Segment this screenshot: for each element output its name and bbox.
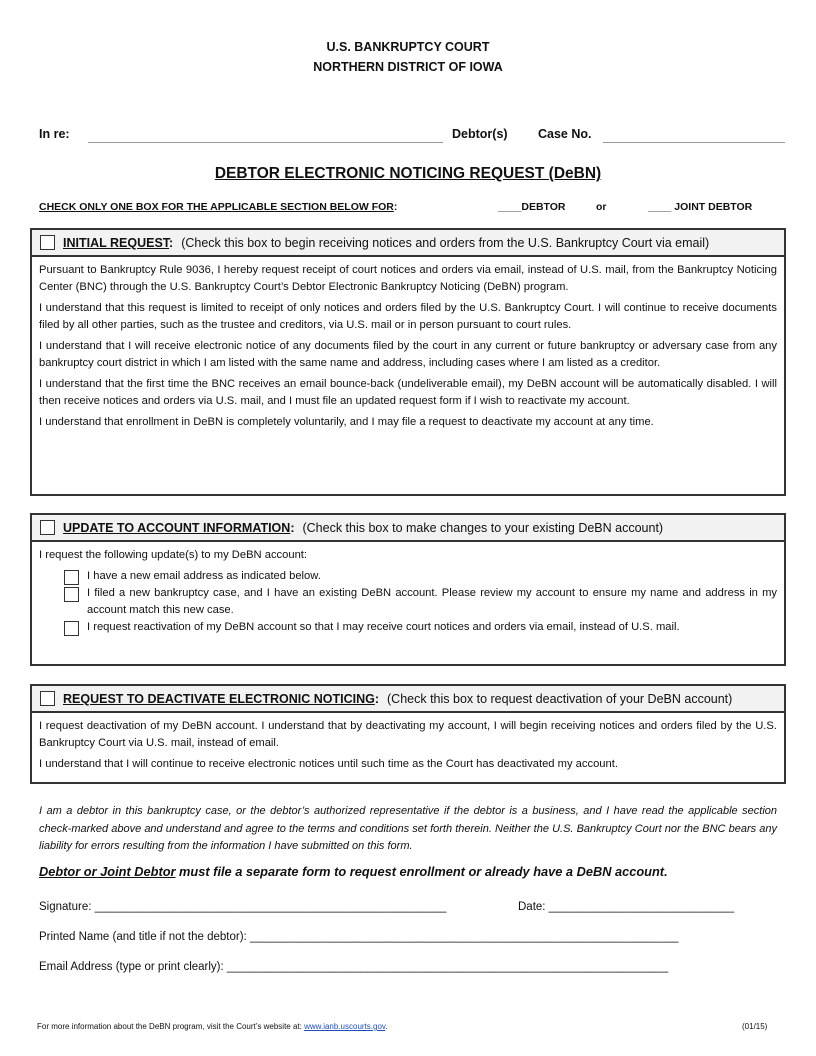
notice-rest: must file a separate form to request enrollment or already have a DeBN account. [175, 864, 668, 879]
notice-underlined: Debtor or Joint Debtor [39, 864, 176, 879]
deactivate-section [30, 684, 786, 784]
signature-field[interactable]: Signature: _______________________________________________________ [39, 901, 447, 913]
update-account-section [30, 513, 786, 666]
debtor-name-field[interactable] [88, 127, 443, 143]
paragraph: I understand that I will receive electronic notice of any documents filed by the court in any current or future bankruptcy or adversary case from any bankruptcy court district in which I am listed with the same name and address, including cases where I am listed as a creditor. [39, 340, 777, 369]
colon: : [169, 235, 174, 250]
deactivate-header [32, 686, 784, 713]
colon: : [374, 691, 379, 706]
paragraph: I understand that enrollment in DeBN is completely voluntarily, and I may file a request to deactivate my account at any time. [39, 416, 654, 428]
deactivate-heading: REQUEST TO DEACTIVATE ELECTRONIC NOTICING [63, 691, 375, 706]
colon: : [393, 201, 398, 213]
paragraph: I understand that this request is limited to receipt of only notices and orders filed by the U.S. Bankruptcy Court. I will continue to receive documents filed by all other parties, such as the trustee and creditors, via U.S. mail or in person pursuant to court rules. [39, 302, 777, 331]
separate-form-notice [39, 864, 668, 879]
initial-request-note: (Check this box to begin receiving notices and orders from the U.S. Bankruptcy Court via email) [181, 235, 710, 250]
joint-debtor-option[interactable]: ____ JOINT DEBTOR [648, 201, 753, 213]
initial-request-section [30, 228, 786, 496]
period: . [385, 1022, 388, 1031]
certification-text: I am a debtor in this bankruptcy case, or the debtor’s authorized representative if the debtor is a business, and I have read the applicable section check-marked above and understand and agree to the terms and conditions set forth therein. Neither the U.S. Bankruptcy Court nor the BNC bears any liability for errors resulting from the information I have submitted on this form. [39, 805, 777, 852]
reactivation-checkbox[interactable] [64, 621, 79, 636]
paragraph: I understand that the first time the BNC receives an email bounce-back (undeliverable email), my DeBN account will be automatically disabled. I will then receive notices and orders via U.S. mail, and I must file an updated request form if I wish to reactivate my account. [39, 378, 777, 407]
update-checkbox[interactable] [40, 520, 55, 535]
initial-request-heading: INITIAL REQUEST [63, 235, 170, 250]
debtor-option[interactable]: ____DEBTOR [498, 201, 566, 213]
initial-request-header [32, 230, 784, 257]
paragraph: Pursuant to Bankruptcy Rule 9036, I hereby request receipt of court notices and orders via email, instead of U.S. mail, from the Bankruptcy Noticing Center (BNC) through the U.S. Bankruptcy Court’s Debtor Electronic Bankruptcy Noticing (DeBN) program. [39, 264, 777, 293]
date-field[interactable]: Date: _____________________________ [518, 901, 735, 913]
update-option [64, 568, 777, 585]
court-name: U.S. BANKRUPTCY COURT [326, 40, 490, 54]
paragraph: I request deactivation of my DeBN account. I understand that by deactivating my account, I will begin receiving notices and orders filed by the U.S. Bankruptcy Court via U.S. mail, instead of email. [39, 720, 777, 749]
update-option [64, 585, 777, 619]
update-note: (Check this box to make changes to your existing DeBN account) [302, 520, 664, 535]
option-label: I have a new email address as indicated below. [87, 570, 321, 582]
paragraph: I understand that I will continue to receive electronic notices until such time as the Court has deactivated my account. [39, 758, 618, 770]
or-label: or [596, 201, 607, 213]
new-case-checkbox[interactable] [64, 587, 79, 602]
initial-request-checkbox[interactable] [40, 235, 55, 250]
printed-name-field[interactable]: Printed Name (and title if not the debtor): ___________________________________________________________________ [39, 931, 679, 943]
update-header [32, 515, 784, 542]
check-instruction [39, 201, 397, 213]
colon: : [290, 520, 295, 535]
district-name: NORTHERN DISTRICT OF IOWA [313, 60, 503, 74]
email-field[interactable]: Email Address (type or print clearly): _____________________________________________________________________ [39, 961, 669, 973]
case-no-label: Case No. [538, 127, 592, 141]
revision-date: (01/15) [742, 1022, 768, 1031]
update-intro: I request the following update(s) to my DeBN account: [39, 549, 308, 561]
debtors-label: Debtor(s) [452, 127, 508, 141]
option-label: I filed a new bankruptcy case, and I have an existing DeBN account. Please review my account to ensure my name and address in my account match this new case. [87, 587, 777, 616]
new-email-checkbox[interactable] [64, 570, 79, 585]
deactivate-note: (Check this box to request deactivation of your DeBN account) [387, 691, 733, 706]
deactivate-checkbox[interactable] [40, 691, 55, 706]
footer-info [37, 1022, 388, 1031]
instruction-text: CHECK ONLY ONE BOX FOR THE APPLICABLE SECTION BELOW FOR [39, 201, 394, 213]
in-re-label: In re: [39, 127, 70, 141]
update-option [64, 619, 777, 636]
form-title: DEBTOR ELECTRONIC NOTICING REQUEST (DeBN) [214, 165, 602, 182]
court-website-link[interactable]: www.ianb.uscourts.gov [304, 1022, 386, 1031]
footer-text: For more information about the DeBN program, visit the Court’s website at: [37, 1022, 305, 1031]
update-heading: UPDATE TO ACCOUNT INFORMATION [63, 520, 291, 535]
case-no-field[interactable] [603, 127, 785, 143]
option-label: I request reactivation of my DeBN account so that I may receive court notices and orders via email, instead of U.S. mail. [87, 621, 680, 633]
